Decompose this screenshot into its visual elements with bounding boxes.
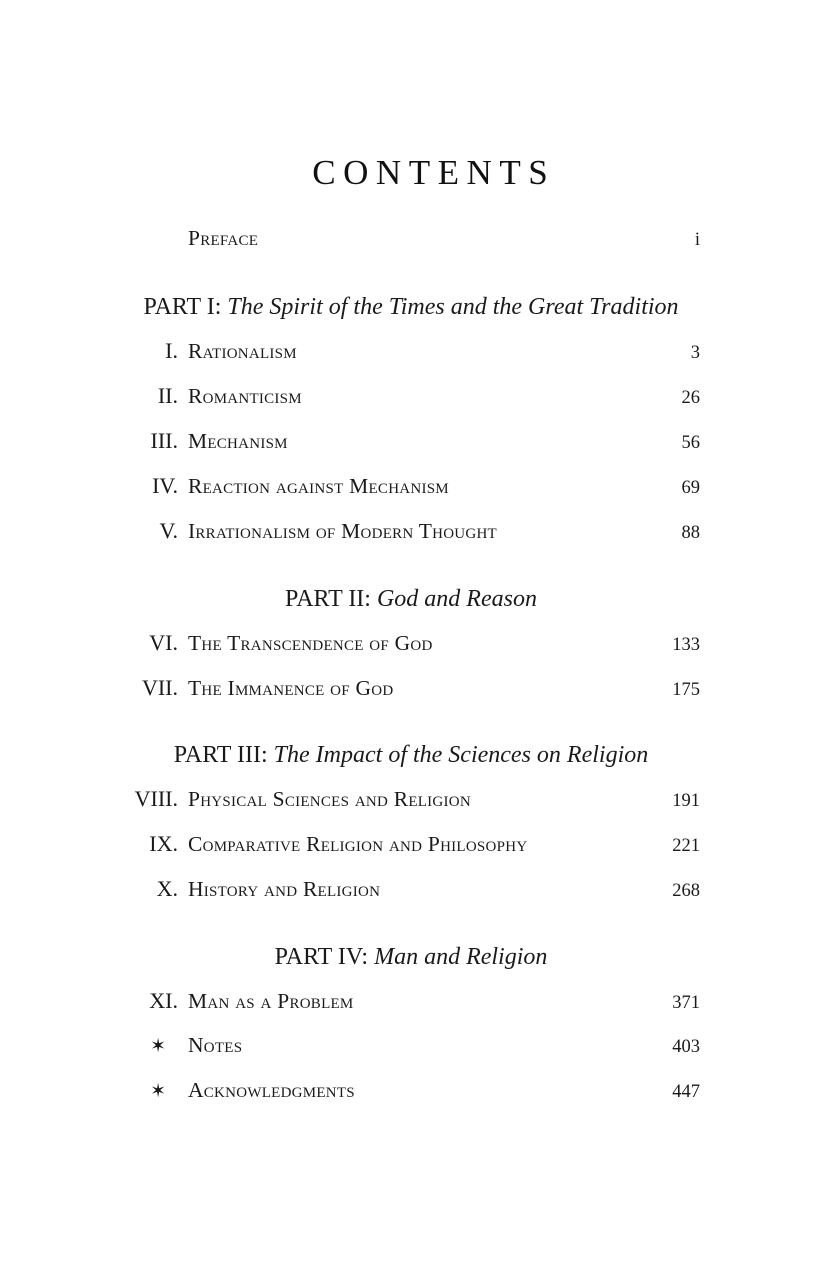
chapter-numeral: VII. bbox=[141, 675, 178, 700]
toc-entry[interactable] bbox=[122, 677, 700, 722]
chapter-numeral: IX. bbox=[149, 831, 178, 856]
entry-page-number: 133 bbox=[672, 635, 700, 655]
toc-entry[interactable] bbox=[122, 833, 700, 878]
part-label: PART III: bbox=[173, 742, 268, 768]
part-heading-2 bbox=[122, 587, 734, 632]
entry-title: History and Religion bbox=[188, 877, 381, 901]
toc-entry-preface[interactable] bbox=[122, 228, 700, 273]
toc-entry[interactable] bbox=[122, 632, 700, 677]
entry-page-number: 268 bbox=[672, 881, 700, 901]
entry-title: Acknowledgments bbox=[188, 1078, 355, 1102]
page-title: CONTENTS bbox=[312, 153, 556, 192]
entry-page-number: 3 bbox=[690, 343, 700, 363]
entry-page-number: 191 bbox=[672, 791, 700, 811]
chapter-numeral: VI. bbox=[149, 630, 178, 655]
toc-container bbox=[122, 155, 700, 1125]
part-label: PART IV: bbox=[274, 944, 369, 970]
toc-entry[interactable] bbox=[122, 788, 700, 833]
entry-title: Comparative Religion and Philosophy bbox=[188, 832, 528, 856]
entry-title: Reaction against Mechanism bbox=[188, 474, 449, 498]
spacer bbox=[122, 722, 700, 743]
toc-entry[interactable] bbox=[122, 990, 700, 1035]
part-name: God and Reason bbox=[376, 586, 537, 612]
toc-entry[interactable] bbox=[122, 520, 700, 565]
chapter-numeral: III. bbox=[150, 428, 178, 453]
toc-entry-notes[interactable] bbox=[122, 1035, 700, 1080]
spacer bbox=[122, 565, 700, 587]
entry-title: Irrationalism of Modern Thought bbox=[188, 519, 497, 543]
part-label: PART II: bbox=[285, 586, 371, 612]
entry-page-number: 26 bbox=[681, 388, 700, 408]
part-heading-3 bbox=[122, 743, 734, 788]
entry-title: Romanticism bbox=[188, 384, 302, 408]
toc-entry-acknowledgments[interactable] bbox=[122, 1080, 700, 1125]
toc-entry[interactable] bbox=[122, 430, 700, 475]
part-heading-4 bbox=[122, 945, 734, 990]
entry-title: Man as a Problem bbox=[188, 989, 354, 1013]
entry-title: The Transcendence of God bbox=[188, 631, 433, 655]
toc-entry[interactable] bbox=[122, 340, 700, 385]
spacer bbox=[122, 273, 700, 295]
toc-entry[interactable] bbox=[122, 878, 700, 923]
entry-page-number: 371 bbox=[672, 993, 700, 1013]
asterisk-icon: ✶ bbox=[150, 1036, 166, 1057]
asterisk-icon: ✶ bbox=[150, 1081, 166, 1102]
entry-title: Mechanism bbox=[188, 429, 288, 453]
chapter-numeral: VIII. bbox=[134, 786, 178, 811]
entry-title: Notes bbox=[188, 1033, 243, 1057]
entry-page-number: 88 bbox=[681, 523, 700, 543]
toc-entry[interactable] bbox=[122, 475, 700, 520]
part-name: The Impact of the Sciences on Religion bbox=[273, 742, 649, 768]
entry-page-number: 403 bbox=[672, 1037, 700, 1057]
entry-page-number: 221 bbox=[672, 836, 700, 856]
toc-entry[interactable] bbox=[122, 385, 700, 430]
entry-title: The Immanence of God bbox=[188, 676, 394, 700]
chapter-numeral: IV. bbox=[152, 473, 178, 498]
part-name: Man and Religion bbox=[374, 944, 548, 970]
spacer bbox=[122, 923, 700, 945]
chapter-numeral: XI. bbox=[149, 988, 178, 1013]
chapter-numeral: II. bbox=[157, 383, 178, 408]
entry-page-number: 175 bbox=[672, 680, 700, 700]
entry-page-number: i bbox=[694, 230, 700, 250]
chapter-numeral: I. bbox=[165, 338, 178, 363]
chapter-numeral: X. bbox=[156, 876, 178, 901]
chapter-numeral: V. bbox=[159, 518, 178, 543]
entry-page-number: 69 bbox=[681, 478, 700, 498]
part-heading-1 bbox=[122, 295, 734, 340]
entry-page-number: 56 bbox=[681, 433, 700, 453]
entry-title: Physical Sciences and Religion bbox=[188, 787, 471, 811]
entry-title: Preface bbox=[188, 226, 259, 250]
part-label: PART I: bbox=[143, 294, 222, 320]
part-name: The Spirit of the Times and the Great Tradition bbox=[227, 294, 679, 320]
entry-page-number: 447 bbox=[672, 1082, 700, 1102]
entry-title: Rationalism bbox=[188, 339, 297, 363]
